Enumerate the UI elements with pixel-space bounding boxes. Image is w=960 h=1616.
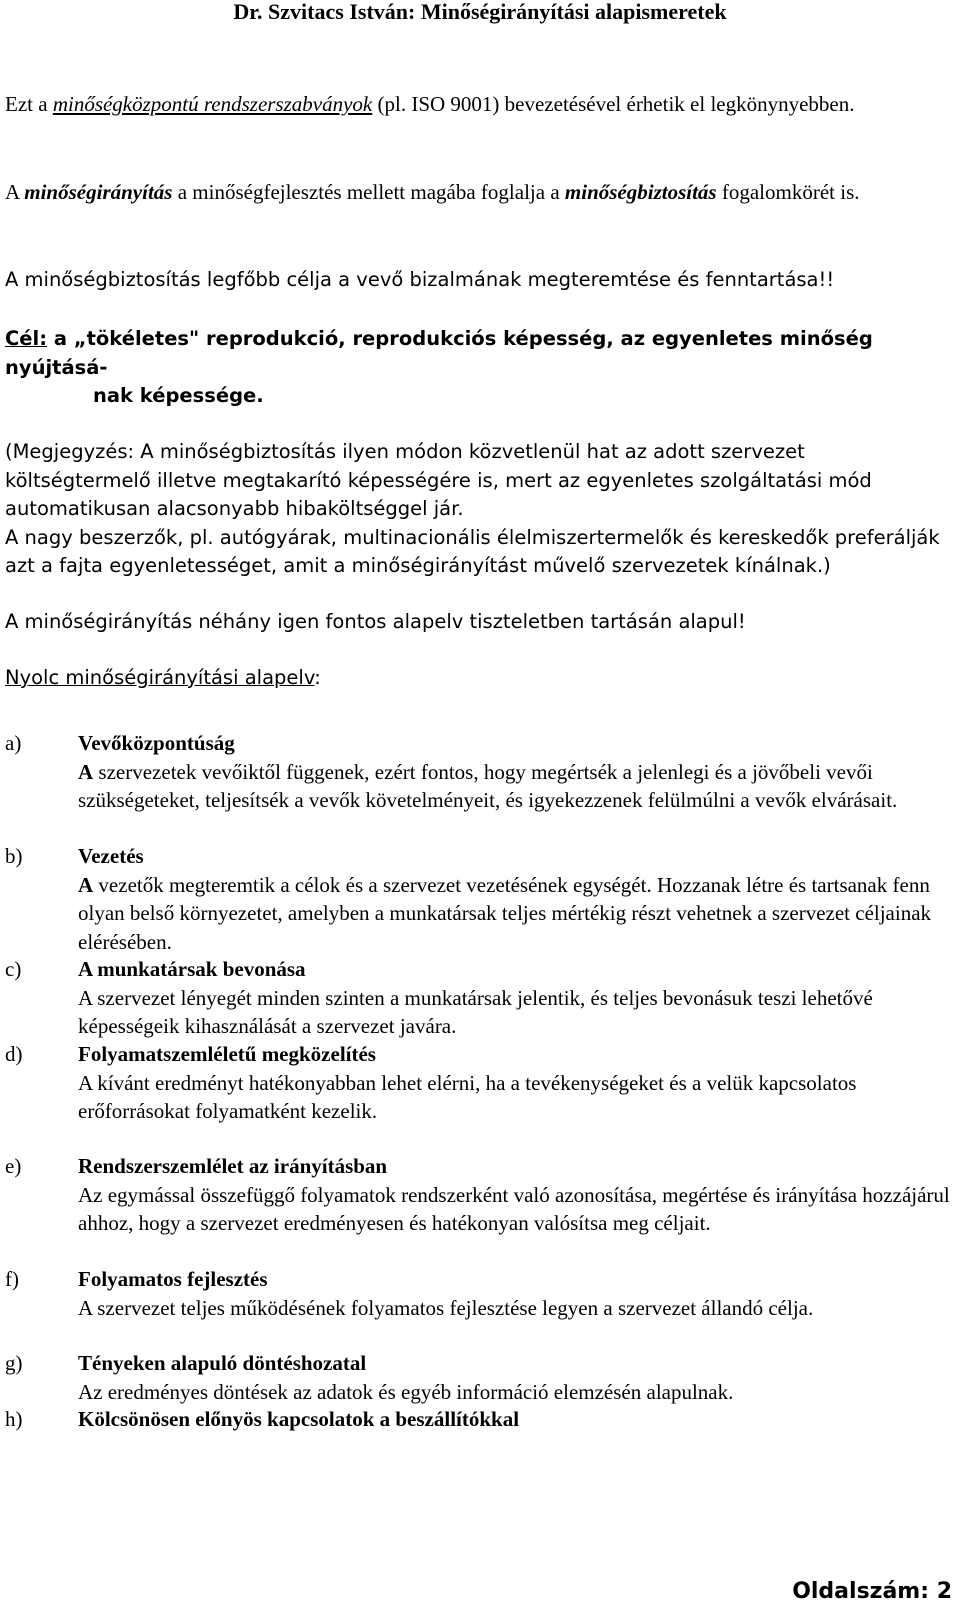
principle-lead: A [78, 759, 94, 784]
principles-list-heading [5, 664, 955, 693]
intro-p2-post: fogalomkörét is. [716, 180, 860, 204]
goal-line-1: a „tökéletes" reprodukció, reprodukciós képesség, az egyenletes minőség nyújtásá- [5, 327, 873, 379]
principle-text: Az egymással összefüggő folyamatok rendszerként való azonosítása, megértése és irányítása hozzájárul ahhoz, hogy a szervezet eredményesen és hatékonyan valósítsa meg céljait. [78, 1182, 950, 1235]
list-item-label: e) [5, 1154, 22, 1178]
list-item-label: a) [5, 731, 22, 755]
principle-text: szervezetek vevőiktől függenek, ezért fontos, hogy megértsék a jelenlegi és a jövőbeli vevői szükségeteket, teljesítsék a vevők követelményeit, és igyekezzenek felülmúlni a vevők elvárásait. [78, 759, 898, 812]
intro-paragraph-3: A minőségbiztosítás legfőbb célja a vevő bizalmának megteremtése és fenntartása!! [5, 268, 835, 291]
page-header-title: Dr. Szvitacs István: Minőségirányítási alapismeretek [233, 0, 727, 24]
principle-title: Folyamatszemléletű megközelítés [78, 1042, 376, 1066]
intro-p1-pre: Ezt a [5, 92, 53, 116]
principle-title: Rendszerszemlélet az irányításban [78, 1154, 388, 1178]
list-item-label: f) [5, 1267, 19, 1291]
principle-text: A szervezet lényegét minden szinten a munkatársak jelentik, és teljes bevonásuk teszi lehetővé képességeik kihasználását a szervezet javára. [78, 985, 873, 1038]
note-paragraph [5, 438, 955, 581]
list-item-label: h) [5, 1407, 23, 1431]
principle-text: A szervezet teljes működésének folyamatos fejlesztése legyen a szervezet állandó célja. [78, 1295, 814, 1320]
list-heading-colon: : [314, 666, 321, 689]
goal-statement [5, 325, 955, 411]
page-number: Oldalszám: 2 [792, 1579, 952, 1604]
principle-text: A kívánt eredményt hatékonyabban lehet elérni, ha a tevékenységeket és a velük kapcsolatos erőforrásokat folyamatként kezelik. [78, 1070, 857, 1123]
list-item-label: d) [5, 1042, 23, 1066]
note-text-2: A nagy beszerzők, pl. autógyárak, multinacionális élelmiszertermelők és kereskedők preferálják azt a fajta egyenletességet, amit a minőségirányítást művelő szervezetek kínálnak.) [5, 525, 940, 577]
principle-title: Tényeken alapuló döntéshozatal [78, 1351, 367, 1375]
principle-title: A munkatársak bevonása [78, 957, 306, 981]
principle-text: vezetők megteremtik a célok és a szervezet vezetésének egységét. Hozzanak létre és tartsanak fenn olyan belső környezetet, amelyben a munkatársak teljes mértékig részt vehetnek a szervezet céljainak elérésében. [78, 872, 932, 954]
term-quality-assurance: minőségbiztosítás [564, 180, 717, 204]
intro-paragraph-1 [5, 90, 955, 119]
intro-p2-mid: a minőségfejlesztés mellett magába foglalja a [172, 180, 565, 204]
list-heading-text: Nyolc minőségirányítási alapelv [5, 666, 315, 689]
intro-p2-pre: A [5, 180, 25, 204]
list-item-label: b) [5, 844, 23, 868]
list-item-label: c) [5, 957, 22, 981]
intro-paragraph-2 [5, 178, 955, 207]
iso-standards-link[interactable]: minőségközpontú rendszerszabványok [52, 92, 373, 116]
principle-text: Az eredményes döntések az adatok és egyéb információ elemzésén alapulnak. [78, 1379, 734, 1404]
principle-lead: A [78, 872, 94, 897]
list-item-label: g) [5, 1351, 23, 1375]
principle-title: Kölcsönösen előnyös kapcsolatok a beszállítókkal [78, 1407, 520, 1431]
term-quality-management: minőségirányítás [24, 180, 173, 204]
goal-label: Cél: [5, 327, 48, 350]
principle-title: Folyamatos fejlesztés [78, 1267, 268, 1291]
intro-p1-post: (pl. ISO 9001) bevezetésével érhetik el legkönynyebben. [372, 92, 855, 116]
principle-title: Vezetés [78, 844, 144, 868]
principle-title: Vevőközpontúság [78, 731, 235, 755]
note-text-1: (Megjegyzés: A minőségbiztosítás ilyen módon közvetlenül hat az adott szervezet költségtermelő illetve megtakarító képességére is, mert az egyenletes szolgáltatási mód automatikusan alacsonyabb hibaköltséggel jár. [5, 440, 872, 520]
goal-line-2: nak képessége. [93, 384, 264, 407]
principles-intro: A minőségirányítás néhány igen fontos alapelv tiszteletben tartásán alapul! [5, 610, 746, 633]
